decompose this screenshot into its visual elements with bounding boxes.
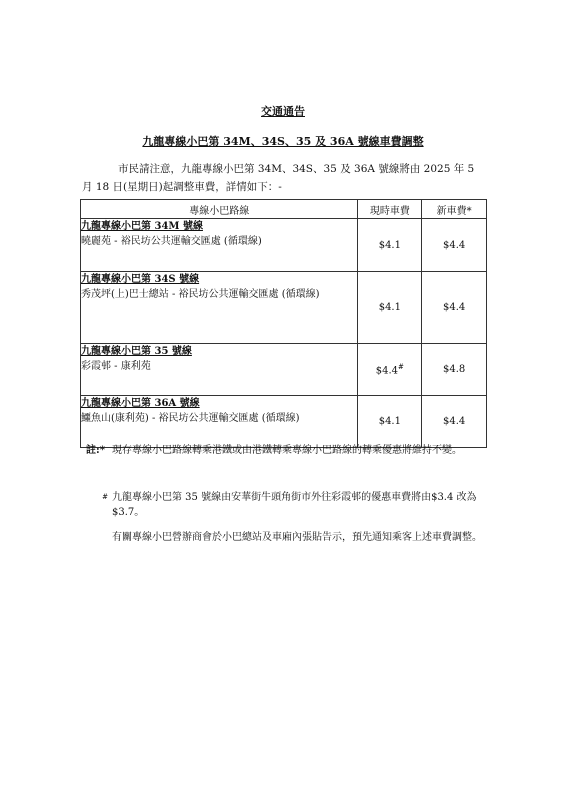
note-2-mark: # <box>102 493 108 501</box>
route-cell <box>81 396 358 448</box>
table-row <box>81 396 487 448</box>
header-route: 專線小巴路線 <box>81 200 358 219</box>
table-row <box>81 344 487 396</box>
header-current-fare: 現時車費 <box>358 200 422 219</box>
route-description: 秀茂坪(上)巴士總站 - 裕民坊公共運輸交匯處 (循環線) <box>81 289 320 300</box>
fare-table-header-row <box>81 200 487 219</box>
fare-table <box>80 199 487 448</box>
note-2-text: 九龍專線小巴第 35 號線由安華街牛頭角街市外往彩霞邨的優惠車費將由$3.4 改為$3.7。 <box>112 492 477 518</box>
note-1 <box>86 443 502 458</box>
intro-paragraph: 市民請注意，九龍專線小巴第 34M、34S、35 及 36A 號線將由 2025 年 5 月 18 日(星期日)起調整車費，詳情如下：- <box>82 163 475 193</box>
current-fare: $4.1 <box>358 272 422 344</box>
new-fare: $4.4 <box>422 272 487 344</box>
route-name: 九龍專線小巴第 35 號線 <box>81 346 192 357</box>
note-1-text: 現存專線小巴路線轉乘港鐵或由港鐵轉乘專線小巴路線的轉乘優惠將維持不變。 <box>112 445 462 456</box>
route-description: 彩霞邨 - 康利苑 <box>81 361 151 372</box>
header-new-fare: 新車費* <box>422 200 487 219</box>
current-fare-cell <box>358 344 422 396</box>
current-fare: $4.1 <box>358 219 422 272</box>
current-fare: $4.4 <box>375 365 399 377</box>
route-description: 鱷魚山(康利苑) - 裕民坊公共運輸交匯處 (循環線) <box>81 413 300 424</box>
note-3-text: 有關專線小巴營辦商會於小巴總站及車廂內張貼告示，預先通知乘客上述車費調整。 <box>112 532 482 543</box>
new-fare: $4.4 <box>422 219 487 272</box>
route-cell <box>81 219 358 272</box>
new-fare: $4.8 <box>422 344 487 396</box>
route-cell <box>81 272 358 344</box>
notice-subtitle: 九龍專線小巴第 34M、34S、35 及 36A 號線車費調整 <box>142 135 424 148</box>
new-fare: $4.4 <box>422 396 487 448</box>
route-name: 九龍專線小巴第 34S 號線 <box>81 274 200 285</box>
route-name: 九龍專線小巴第 36A 號線 <box>81 398 200 409</box>
hash-footnote-mark: # <box>398 362 404 371</box>
note-1-mark: 註:* <box>86 445 105 456</box>
notice-title: 交通通告 <box>261 105 305 118</box>
note-2 <box>86 490 502 520</box>
route-name: 九龍專線小巴第 34M 號線 <box>81 221 203 232</box>
route-cell <box>81 344 358 396</box>
route-description: 曉麗苑 - 裕民坊公共運輸交匯處 (循環線) <box>81 236 262 247</box>
table-row <box>81 219 487 272</box>
current-fare: $4.1 <box>358 396 422 448</box>
table-row <box>81 272 487 344</box>
